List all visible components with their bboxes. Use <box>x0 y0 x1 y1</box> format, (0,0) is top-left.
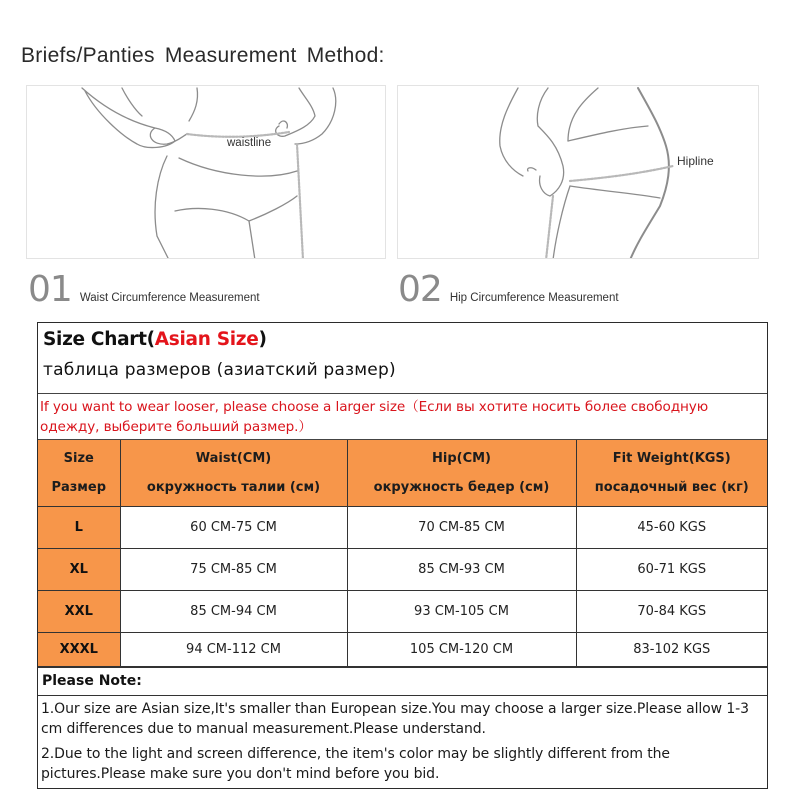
size-cell: L <box>38 506 120 548</box>
size-chart-header <box>38 323 767 394</box>
size-warning: If you want to wear looser, please choose a larger size（Если вы хотите носить более свободную одежду, выберите больший размер.） <box>38 394 767 440</box>
hip-measure-illustration-icon <box>398 86 759 259</box>
title-suffix: ) <box>258 329 267 350</box>
waist-measure-illustration-icon <box>27 86 386 259</box>
column-header-waist: Waist(CM) окружность талии (см) <box>120 440 347 506</box>
weight-cell: 45-60 KGS <box>576 506 767 548</box>
column-header-weight: Fit Weight(KGS) посадочный вес (кг) <box>576 440 767 506</box>
hip-cell: 93 CM-105 CM <box>347 590 576 632</box>
title-prefix: Size Chart( <box>43 329 155 350</box>
table-row <box>38 632 767 666</box>
waist-cell: 85 CM-94 CM <box>120 590 347 632</box>
size-chart-subtitle-ru: таблица размеров (азиатский размер) <box>43 360 396 380</box>
waist-cell: 75 CM-85 CM <box>120 548 347 590</box>
waist-cell: 94 CM-112 CM <box>120 632 347 666</box>
step-label: Hip Circumference Measurement <box>449 292 619 304</box>
table-row <box>38 548 767 590</box>
hip-cell: 85 CM-93 CM <box>347 548 576 590</box>
weight-cell: 60-71 KGS <box>576 548 767 590</box>
note-item: 1.Our size are Asian size,It's smaller than European size.You may choose a larger size.Please allow 1-3 cm differences due to manual measurement.Please understand. <box>41 700 749 737</box>
table-header-row <box>38 440 767 506</box>
hipline-label: Hipline <box>677 154 714 168</box>
size-chart <box>37 322 768 789</box>
waist-measurement-image <box>26 85 386 259</box>
table-row <box>38 590 767 632</box>
size-cell: XL <box>38 548 120 590</box>
step-hip <box>398 268 619 308</box>
hip-cell: 105 CM-120 CM <box>347 632 576 666</box>
weight-cell: 83-102 KGS <box>576 632 767 666</box>
waist-cell: 60 CM-75 CM <box>120 506 347 548</box>
column-header-size: Size Размер <box>38 440 120 506</box>
step-label: Waist Circumference Measurement <box>79 292 260 304</box>
size-cell: XXXL <box>38 632 120 666</box>
step-number: 02 <box>398 269 442 310</box>
title-highlight: Asian Size <box>154 329 259 350</box>
note-item: 2.Due to the light and screen difference, the item's color may be slightly different from the pictures.Please make sure you don't mind before you bid. <box>41 745 670 782</box>
step-waist <box>28 268 260 308</box>
size-cell: XXL <box>38 590 120 632</box>
page-title: Briefs/Panties Measurement Method: <box>21 44 385 67</box>
size-chart-title <box>43 329 767 350</box>
hip-cell: 70 CM-85 CM <box>347 506 576 548</box>
notes-heading: Please Note: <box>38 667 767 696</box>
weight-cell: 70-84 KGS <box>576 590 767 632</box>
column-header-hip: Hip(CM) окружность бедер (см) <box>347 440 576 506</box>
table-row <box>38 506 767 548</box>
notes-body <box>38 696 767 784</box>
waistline-label: waistline <box>227 137 272 149</box>
size-table <box>38 440 767 667</box>
step-number: 01 <box>28 269 72 310</box>
hip-measurement-image <box>397 85 759 259</box>
